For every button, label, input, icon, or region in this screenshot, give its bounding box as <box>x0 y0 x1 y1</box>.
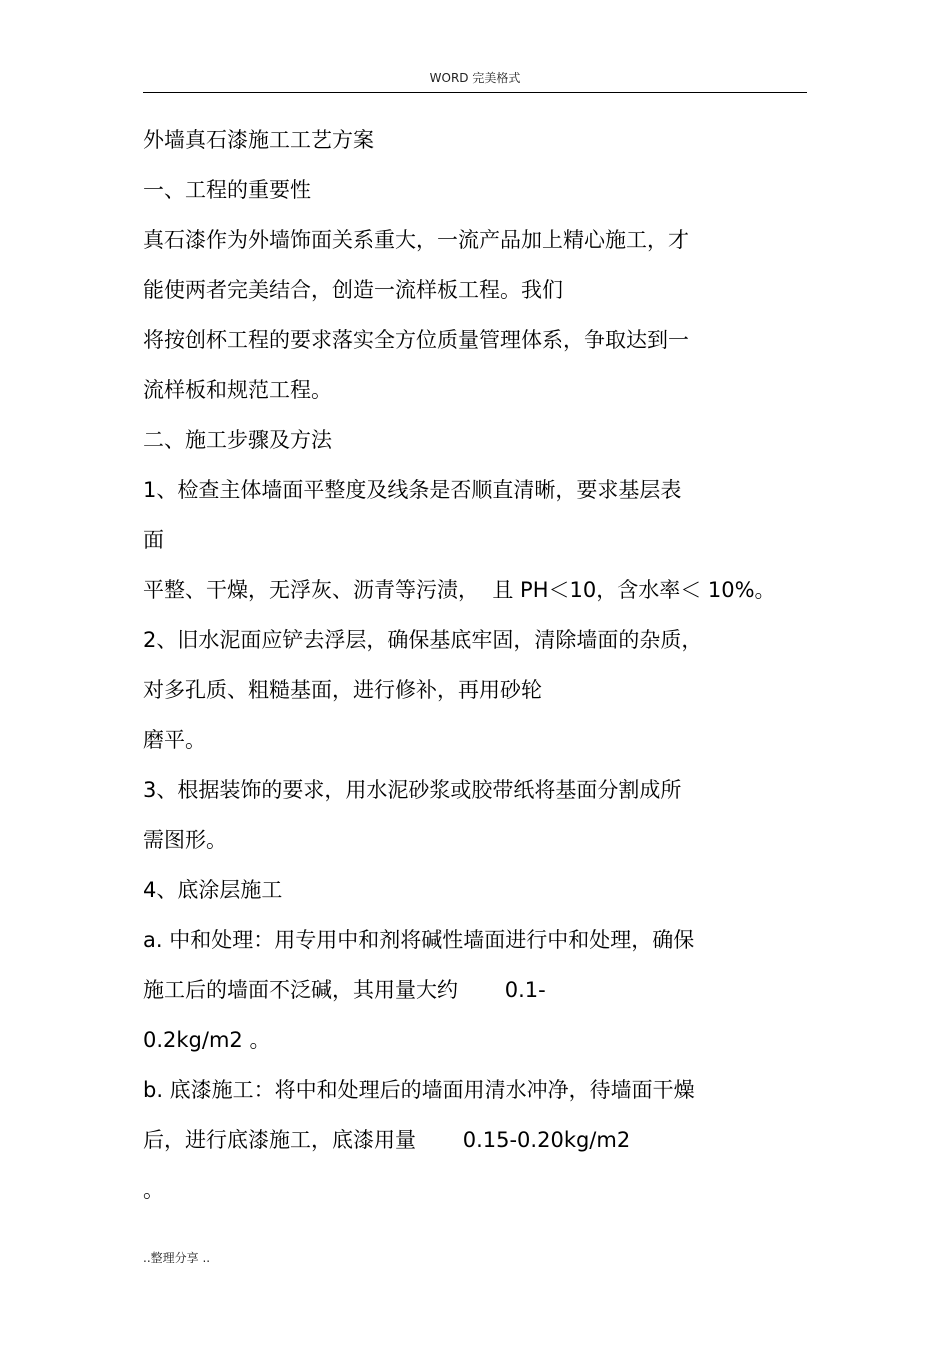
paragraph-line: 能使两者完美结合，创造一流样板工程。我们 <box>143 278 563 302</box>
section-heading-2: 二、施工步骤及方法 <box>143 428 332 452</box>
step-4-heading: 4、底涂层施工 <box>143 878 283 902</box>
header-text: WORD 完美格式 <box>429 71 521 85</box>
paragraph-line: 真石漆作为外墙饰面关系重大，一流产品加上精心施工，才 <box>143 228 689 252</box>
step-1-line: 面 <box>143 528 164 552</box>
step-4a-line: 施工后的墙面不泛碱，其用量大约 0.1- <box>143 978 546 1002</box>
step-3-line: 需图形。 <box>143 828 227 852</box>
paragraph-line: 将按创杯工程的要求落实全方位质量管理体系，争取达到一 <box>143 328 689 352</box>
page-footer <box>143 1248 210 1268</box>
step-1-line: 1、检查主体墙面平整度及线条是否顺直清晰，要求基层表 <box>143 478 682 502</box>
step-2-line: 对多孔质、粗糙基面，进行修补，再用砂轮 <box>143 678 542 702</box>
step-4b-line: 后，进行底漆施工，底漆用量 0.15-0.20kg/m2 <box>143 1128 631 1152</box>
document-title: 外墙真石漆施工工艺方案 <box>143 128 374 152</box>
section-heading-1: 一、工程的重要性 <box>143 178 311 202</box>
step-4b-line: b. 底漆施工：将中和处理后的墙面用清水冲净，待墙面干燥 <box>143 1078 695 1102</box>
page-header <box>143 68 807 93</box>
paragraph-line: 流样板和规范工程。 <box>143 378 332 402</box>
step-1-line: 平整、干燥，无浮灰、沥青等污渍， 且 PH＜10，含水率＜ 10%。 <box>143 578 776 602</box>
step-2-line: 磨平。 <box>143 728 206 752</box>
step-4a-line: a. 中和处理：用专用中和剂将碱性墙面进行中和处理，确保 <box>143 928 695 952</box>
step-4b-line: 。 <box>143 1178 164 1202</box>
step-3-line: 3、根据装饰的要求，用水泥砂浆或胶带纸将基面分割成所 <box>143 778 682 802</box>
step-4a-line: 0.2kg/m2 。 <box>143 1028 271 1052</box>
step-2-line: 2、旧水泥面应铲去浮层，确保基底牢固，清除墙面的杂质， <box>143 628 703 652</box>
footer-text: ..整理分享 .. <box>143 1251 211 1265</box>
